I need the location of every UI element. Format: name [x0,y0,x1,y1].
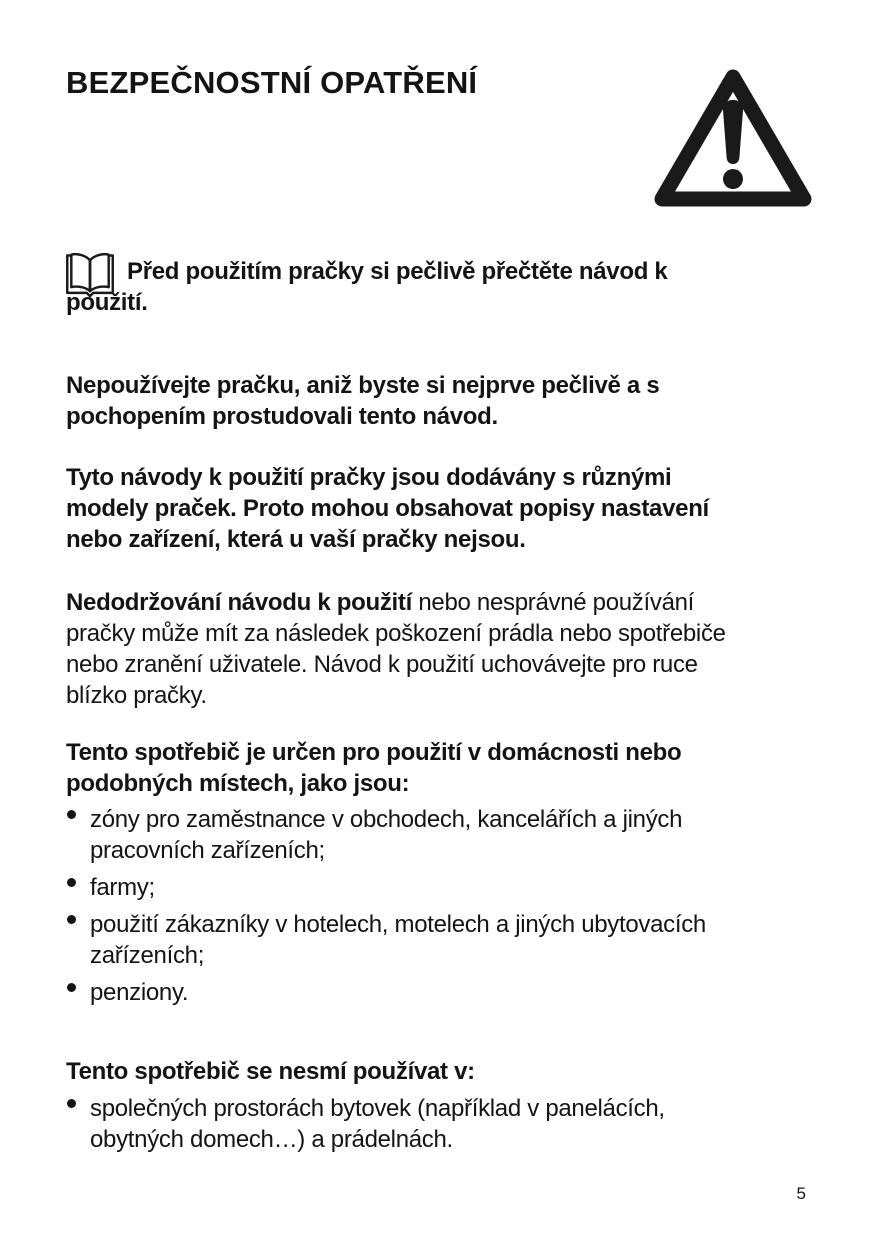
list-item-line: pracovních zařízeních; [90,837,325,864]
intro-line: použití. [66,289,148,316]
bullet-dot [67,878,76,887]
warning-triangle-icon [652,64,814,212]
intro-paragraph [66,256,810,318]
lead-rest-text: nebo nesprávné používání [411,589,695,616]
page-number: 5 [796,1184,806,1203]
list-item-line: zařízeních; [90,942,205,969]
text-line: pochopením prostudovali tento návod. [66,403,498,430]
text-line: Nepoužívejte pračku, aniž byste si nejprve pečlivě a s [66,372,660,399]
text-line: pračky může mít za následek poškození prádla nebo spotřebiče [66,620,726,647]
list-item [66,909,810,971]
list-item [66,977,810,1008]
heading-intended-use [66,737,810,799]
heading-line: podobných místech, jako jsou: [66,770,410,797]
prohibited-use-list [66,1093,810,1155]
paragraph-models [66,462,810,555]
list-item [66,1093,810,1155]
paragraph-noncompliance [66,587,810,711]
open-book-icon [64,250,116,300]
bullet-dot [67,983,76,992]
text-line: nebo zařízení, která u vaší pračky nejsou. [66,526,526,553]
list-item [66,872,810,903]
text-line [66,587,810,618]
list-item-line: obytných domech…) a prádelnách. [90,1126,453,1153]
list-item-line: farmy; [90,874,155,901]
lead-bold-text: Nedodržování návodu k použití [66,589,412,616]
intro-line: Před použitím pračky si pečlivě přečtěte návod k [127,258,668,285]
text-line: Tyto návody k použití pračky jsou dodávány s různými [66,464,672,491]
page-title: BEZPEČNOSTNÍ OPATŘENÍ [66,65,478,100]
intended-use-list [66,804,810,1008]
text-line: nebo zranění uživatele. Návod k použití uchovávejte pro ruce [66,651,698,678]
bullet-dot [67,915,76,924]
bullet-dot [67,1099,76,1108]
text-line: modely praček. Proto mohou obsahovat popisy nastavení [66,495,709,522]
list-item-line: použití zákazníky v hotelech, motelech a jiných ubytovacích [90,911,706,938]
heading-line: Tento spotřebič je určen pro použití v domácnosti nebo [66,739,682,766]
list-item [66,804,810,866]
heading-prohibited-use [66,1056,810,1087]
list-item-line: zóny pro zaměstnance v obchodech, kancelářích a jiných [90,806,683,833]
text-line: blízko pračky. [66,682,207,709]
list-item-line: penziony. [90,979,189,1006]
paragraph-read-first [66,370,810,432]
bullet-dot [67,810,76,819]
heading-line: Tento spotřebič se nesmí používat v: [66,1058,475,1085]
list-item-line: společných prostorách bytovek (například v panelácích, [90,1095,665,1122]
